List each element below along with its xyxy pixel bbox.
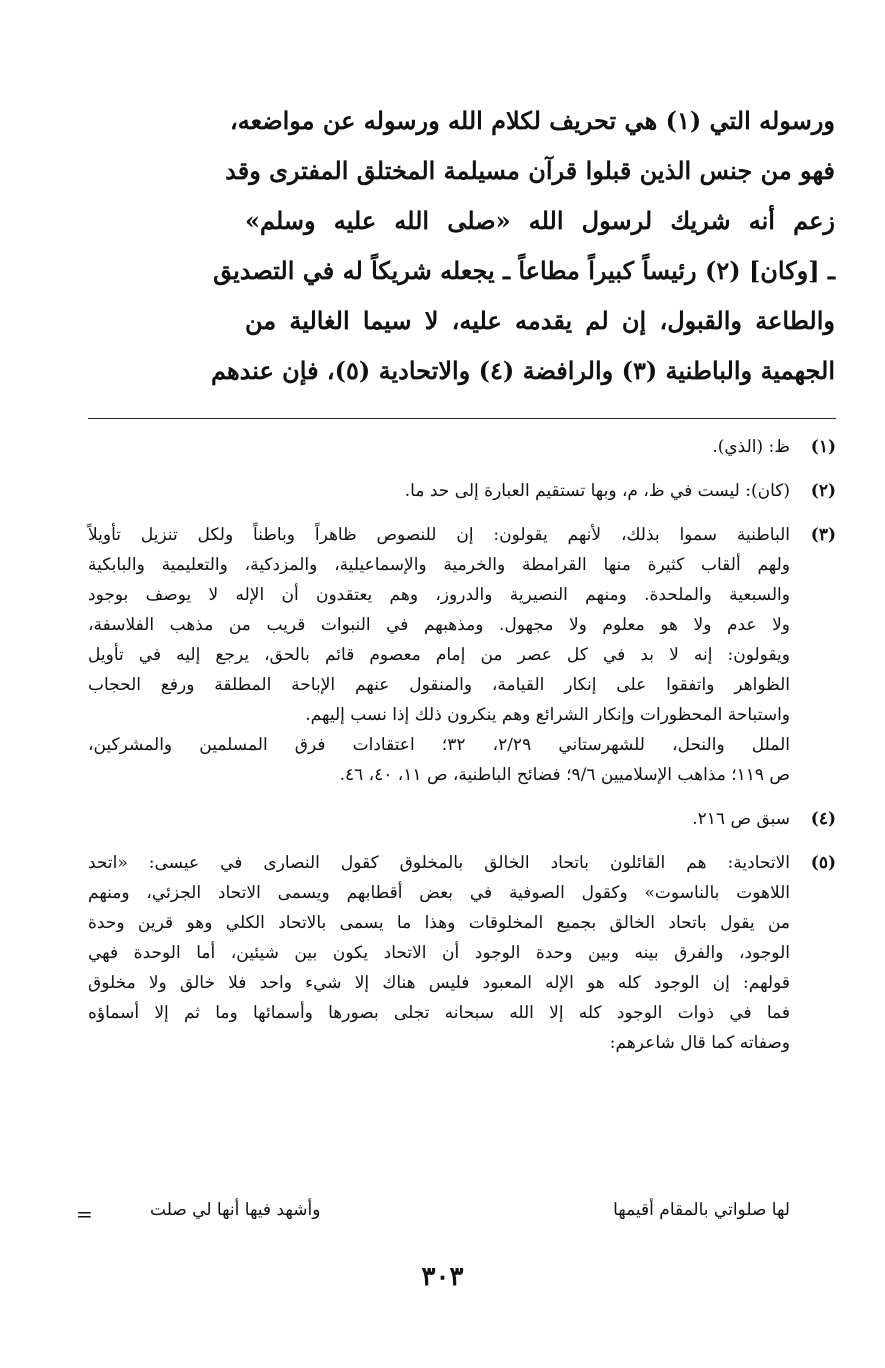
main-text-line: والطاعة والقبول، إن لم يقدمه عليه، لا سيما الغالية من — [245, 306, 835, 335]
footnote-4 — [88, 804, 836, 834]
footnote-5 — [88, 848, 836, 1058]
footnote-line: ولهم ألقاب كثيرة منها القرامطة والخرمية والإسماعيلية، والمزدكية، والتعليمية والبابكية — [88, 555, 790, 575]
footnote-line: الظواهر واتفقوا على إنكار القيامة، والمنقول عنهم الإباحة المطلقة ورفع الحجاب — [88, 675, 790, 695]
footnote-line: اللاهوت بالناسوت» وكقول الصوفية في بعض أقطابهم ويسمى الاتحاد الجزئي، ومنهم — [88, 883, 790, 903]
footnotes — [88, 432, 836, 1058]
footnote-divider — [88, 418, 836, 419]
footnote-line: فما في ذوات الوجود كله إلا الله سبحانه تجلى بصورها وأسمائها وما ثم إلا أسماؤه — [88, 1003, 790, 1023]
footnote-number: (٥) — [810, 853, 836, 873]
footnote-line: ويقولون: إنه لا بد في كل عصر من إمام معصوم قائم بالحق، يرجع إليه في تأويل — [88, 645, 790, 665]
poetry-verse — [150, 1194, 790, 1226]
footnote-line: الملل والنحل، للشهرستاني ٢/٢٩، ٣٢؛ اعتقادات فرق المسلمين والمشركين، — [88, 735, 791, 755]
verse-first-hemistich: لها صلواتي بالمقام أقيمها — [613, 1200, 790, 1220]
footnote-line: الوجود، والفرق بينه وبين وحدة الوجود أن الاتحاد يكون بين شيئين، أما الوحدة فهي — [88, 943, 790, 963]
footnote-line: ظ: (الذي). — [712, 437, 790, 457]
page-number: ٣٠٣ — [421, 1262, 464, 1292]
footnote-line: الاتحادية: هم القائلون باتحاد الخالق بالمخلوق كقول النصارى في عيسى: «اتحد — [88, 853, 790, 873]
footnote-line: الباطنية سموا بذلك، لأنهم يقولون: إن للنصوص ظاهراً وباطناً ولكل تنزيل تأويلاً — [88, 525, 790, 545]
footnote-number: (٢) — [810, 481, 836, 501]
footnote-line: من يقول باتحاد الخالق بجميع المخلوقات وهذا ما يسمى بالاتحاد الكلي وهو قرين وحدة — [88, 913, 790, 933]
main-text-line: فهو من جنس الذين قبلوا قرآن مسيلمة المختلق المفترى وقد — [225, 156, 835, 185]
main-text-line: زعم أنه شريك لرسول الله «صلى الله عليه وسلم» — [245, 206, 835, 235]
footnote-3 — [88, 520, 836, 790]
main-text-line: الجهمية والباطنية (٣) والرافضة (٤) والاتحادية (٥)، فإن عندهم — [210, 356, 835, 385]
footnote-line: وصفاته كما قال شاعرهم: — [609, 1033, 790, 1053]
main-text-line: ـ [وكان] (٢) رئيساً كبيراً مطاعاً ـ يجعله شريكاً له في التصديق — [213, 256, 835, 285]
footnote-line: ولا عدم ولا هو معلوم ولا مجهول. ومذهبهم في النبوات قريب من مذهب الفلاسفة، — [88, 615, 790, 635]
footnote-line: ص ١١٩؛ مذاهب الإسلاميين ٩/٦؛ فضائح الباطنية، ص ١١، ٤٠، ٤٦. — [339, 765, 790, 785]
verse-second-hemistich: وأشهد فيها أنها لي صلت — [150, 1200, 321, 1220]
footnote-line: (كان): ليست في ظ، م، وبها تستقيم العبارة إلى حد ما. — [404, 481, 790, 501]
main-text — [210, 96, 835, 396]
footnote-line: والسبعية والملحدة. ومنهم النصيرية والدروز، وهم يعتقدون أن الإله لا يوصف بوجود — [88, 585, 790, 605]
footnote-line: قولهم: إن الوجود كله هو الإله المعبود فليس هناك إلا شيء واحد فلا خالق ولا مخلوق — [88, 973, 790, 993]
footnote-number: (٤) — [810, 809, 836, 829]
footnote-number: (٣) — [810, 525, 836, 545]
main-text-line: ورسوله التي (١) هي تحريف لكلام الله ورسوله عن مواضعه، — [230, 106, 835, 135]
continuation-mark: = — [76, 1202, 93, 1226]
footnote-2 — [88, 476, 836, 506]
footnote-line: واستباحة المحظورات وإنكار الشرائع وهم ينكرون ذلك إذا نسب إليهم. — [305, 705, 790, 725]
footnote-number: (١) — [810, 437, 836, 457]
footnote-1 — [88, 432, 836, 462]
footnote-line: سبق ص ٢١٦. — [692, 809, 790, 829]
